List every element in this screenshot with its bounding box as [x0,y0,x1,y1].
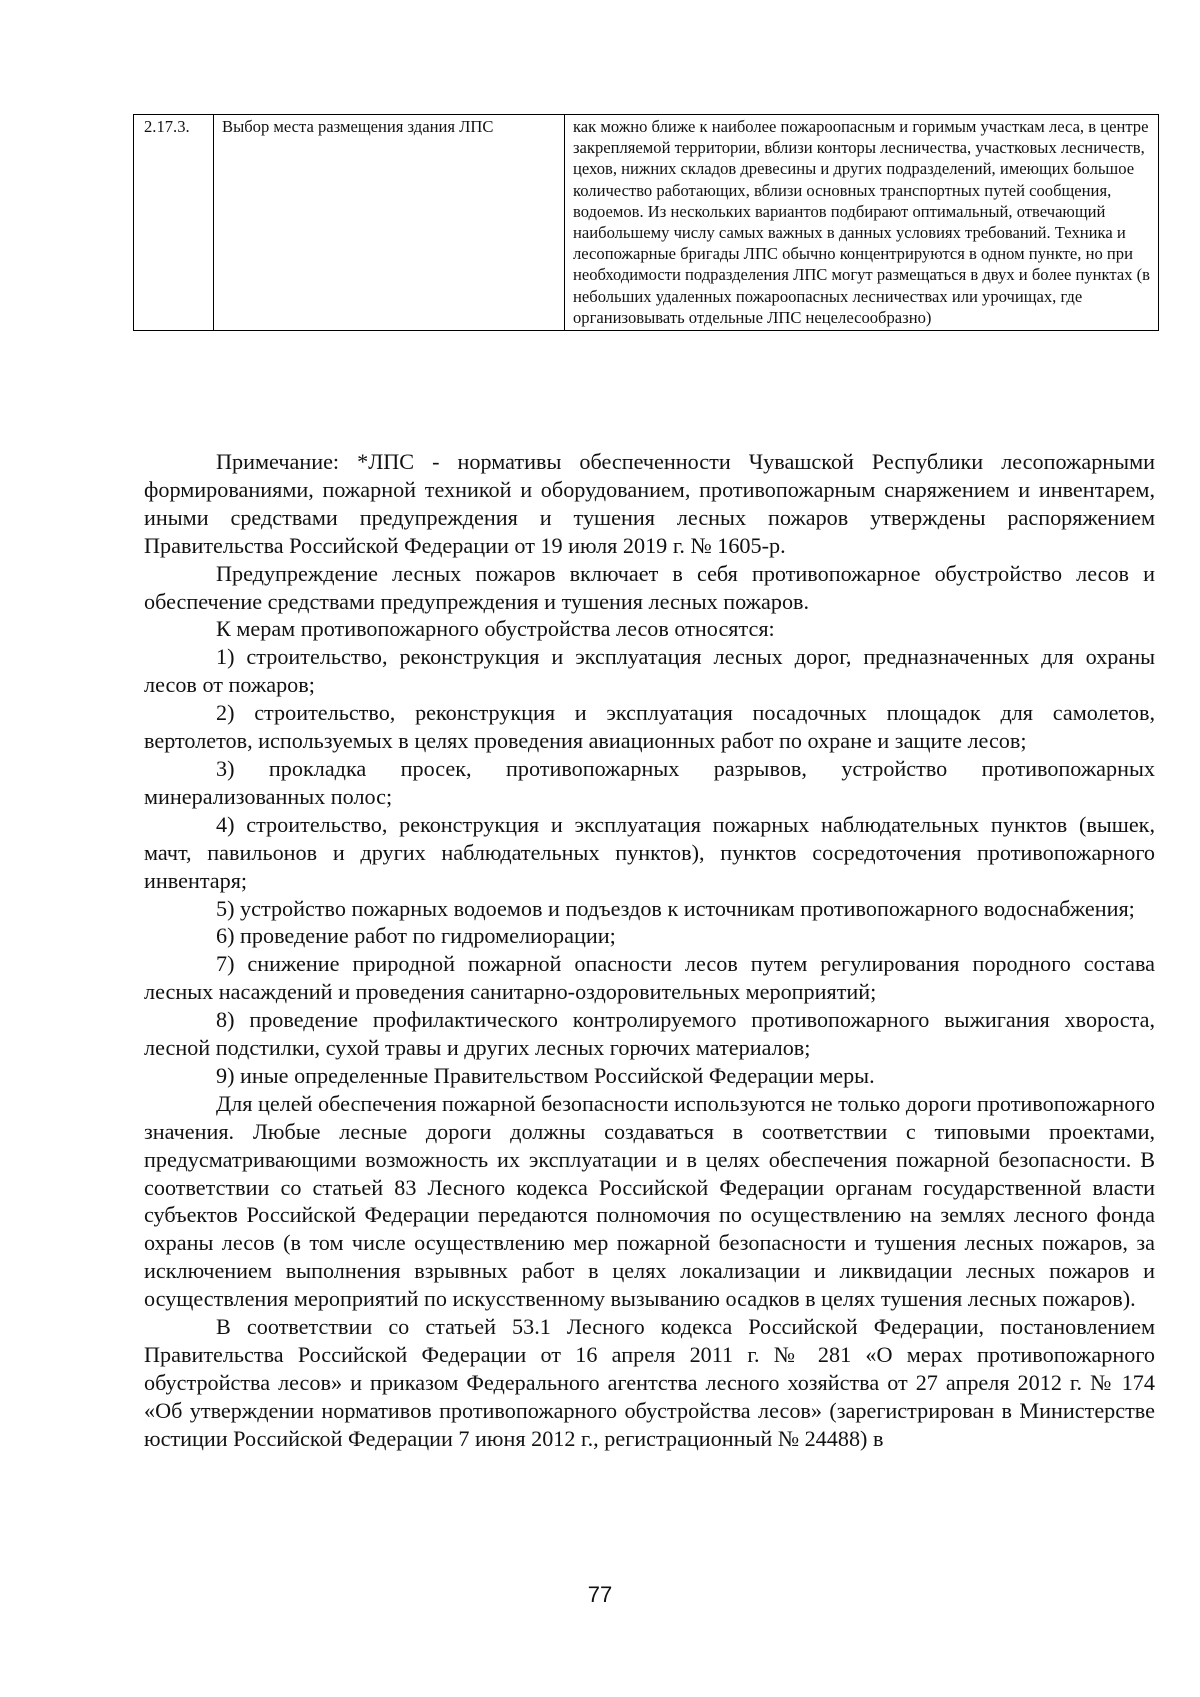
paragraph: Для целей обеспечения пожарной безопасности используются не только дороги противопожарного значения. Любые лесные дороги должны создаваться в соответствии с типовыми проектами, предусматривающими возможность их эксплуатации и в целях обеспечения пожарной безопасности. В соответствии со статьей 83 Лесного кодекса Российской Федерации органам государственной власти субъектов Российской Федерации передаются полномочия по осуществлению на землях лесного фонда охраны лесов (в том числе осуществлению мер пожарной безопасности и тушения лесных пожаров, за исключением выполнения взрывных работ в целях локализации и ликвидации лесных пожаров и осуществления мероприятий по искусственному вызыванию осадков в целях тушения лесных пожаров). [144,1090,1155,1312]
row-name: Выбор места размещения здания ЛПС [214,115,565,331]
requirements-table [133,114,1159,331]
list-item: 7) снижение природной пожарной опасности лесов путем регулирования породного состава лесных насаждений и проведения санитарно-оздоровительных мероприятий; [144,951,1155,1005]
row-description: как можно ближе к наиболее пожароопасным и горимым участкам леса, в центре закрепляемой территории, вблизи конторы лесничества, участковых лесничеств, цехов, нижних складов древесины и других подразделений, имеющих большое количество работающих, вблизи основных транспортных путей сообщения, водоемов. Из нескольких вариантов подбирают оптимальный, отвечающий наибольшему числу самых важных в данных условиях требований. Техника и лесопожарные бригады ЛПС обычно концентрируются в одном пункте, но при необходимости подразделения ЛПС могут размещаться в двух и более пунктах (в небольших удаленных пожароопасных лесничествах или урочищах, где организовывать отдельные ЛПС нецелесообразно) [565,115,1159,331]
paragraph: К мерам противопожарного обустройства лесов относятся: [216,616,775,642]
list-item: 2) строительство, реконструкция и эксплуатация посадочных площадок для самолетов, вертолетов, используемых в целях проведения авиационных работ по охране и защите лесов; [144,700,1155,754]
list-item: 3) прокладка просек, противопожарных разрывов, устройство противопожарных минерализованных полос; [144,755,1155,809]
list-item: 6) проведение работ по гидромелиорации; [216,923,616,949]
table-row [134,115,1159,331]
body-text [144,448,1155,1453]
row-number: 2.17.3. [134,115,214,331]
note-paragraph: Примечание: *ЛПС - нормативы обеспеченности Чувашской Республики лесопожарными формированиями, пожарной техникой и оборудованием, противопожарным снаряжением и инвентарем, иными средствами предупреждения и тушения лесных пожаров утверждены распоряжением Правительства Российской Федерации от 19 июля 2019 г. № 1605-р. [144,449,1155,558]
paragraph: В соответствии со статьей 53.1 Лесного кодекса Российской Федерации, постановлением Правительства Российской Федерации от 16 апреля 2011 г. № 281 «О мерах противопожарного обустройства лесов» и приказом Федерального агентства лесного хозяйства от 27 апреля 2012 г. № 174 «Об утверждении нормативов противопожарного обустройства лесов» (зарегистрирован в Министерстве юстиции Российской Федерации 7 июня 2012 г., регистрационный № 24488) в [144,1314,1155,1451]
list-item: 1) строительство, реконструкция и эксплуатация лесных дорог, предназначенных для охраны лесов от пожаров; [144,644,1155,698]
paragraph: Предупреждение лесных пожаров включает в себя противопожарное обустройство лесов и обеспечение средствами предупреждения и тушения лесных пожаров. [144,560,1155,614]
list-item: 4) строительство, реконструкция и эксплуатация пожарных наблюдательных пунктов (вышек, мачт, павильонов и других наблюдательных пунктов), пунктов сосредоточения противопожарного инвентаря; [144,811,1155,893]
list-item: 9) иные определенные Правительством Российской Федерации меры. [216,1062,875,1088]
list-item: 8) проведение профилактического контролируемого противопожарного выжигания хвороста, лесной подстилки, сухой травы и других лесных горючих материалов; [144,1007,1155,1061]
list-item: 5) устройство пожарных водоемов и подъездов к источникам противопожарного водоснабжения; [216,895,1135,921]
page-number: 77 [587,1582,613,1607]
